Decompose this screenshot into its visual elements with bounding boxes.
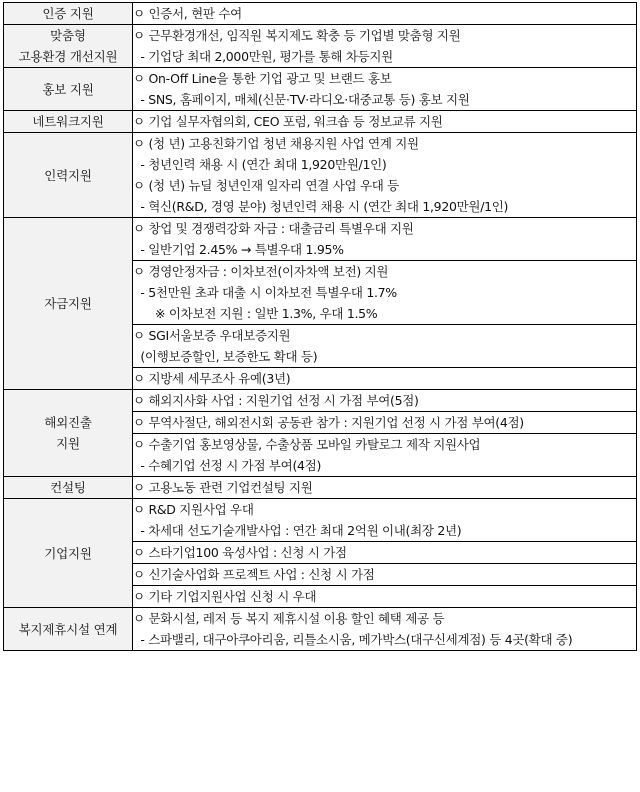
content-line: ㅇ 신기술사업화 프로젝트 사업 : 신청 시 가점 — [133, 567, 375, 582]
content-cell — [133, 25, 637, 68]
category-label: 자금지원 — [44, 296, 92, 311]
category-cell — [4, 3, 133, 25]
content-cell — [133, 390, 637, 412]
category-label: 복지제휴시설 연계 — [18, 621, 118, 637]
table-row — [4, 390, 637, 412]
content-line: - 수혜기업 선정 시 가점 부여(4점) — [133, 458, 322, 473]
category-label: 기업지원 — [44, 545, 92, 561]
content-cell — [133, 477, 637, 499]
table-row — [4, 25, 637, 68]
content-line: ㅇ 해외지사화 사업 : 지원기업 선정 시 가점 부여(5점) — [133, 393, 419, 408]
table-row — [4, 3, 637, 25]
category-cell — [4, 477, 133, 499]
content-line: ㅇ 근무환경개선, 임직원 복지제도 확충 등 기업별 맞춤형 지원 — [133, 28, 461, 43]
content-line: ㅇ 인증서, 현판 수여 — [133, 6, 242, 21]
table-row — [4, 218, 637, 261]
table-row — [4, 111, 637, 133]
content-line: - 혁신(R&D, 경영 분야) 청년인력 채용 시 (연간 최대 1,920만원/1인) — [133, 199, 509, 214]
support-table — [3, 2, 637, 651]
table-body — [4, 3, 637, 651]
content-cell — [133, 218, 637, 261]
category-cell — [4, 111, 133, 133]
content-cell — [133, 412, 637, 434]
content-line: - 일반기업 2.45% → 특별우대 1.95% — [133, 242, 344, 257]
content-line: ㅇ R&D 지원사업 우대 — [133, 502, 254, 517]
content-line: ㅇ 기업 실무자협의회, CEO 포럼, 워크숍 등 정보교류 지원 — [133, 114, 443, 129]
category-label: 해외진출 지원 — [44, 415, 92, 451]
content-line: - 기업당 최대 2,000만원, 평가를 통해 차등지원 — [133, 49, 393, 64]
category-cell — [4, 218, 133, 390]
category-label: 맞춤형 고용환경 개선지원 — [18, 28, 118, 64]
category-cell — [4, 390, 133, 477]
content-cell — [133, 542, 637, 564]
content-line: - 스파밸리, 대구아쿠아리움, 리틀소시움, 메가박스(대구신세계점) 등 4곳(확대 중) — [133, 632, 573, 647]
table-row — [4, 133, 637, 218]
content-cell — [133, 434, 637, 477]
content-line: ㅇ On-Off Line을 통한 기업 광고 및 브랜드 홍보 — [133, 71, 392, 86]
category-cell — [4, 25, 133, 68]
content-line: - 차세대 선도기술개발사업 : 연간 최대 2억원 이내(최장 2년) — [133, 523, 462, 538]
content-line: ㅇ 무역사절단, 해외전시회 공동관 참가 : 지원기업 선정 시 가점 부여(4점) — [133, 415, 524, 430]
category-label: 인증 지원 — [42, 6, 94, 21]
content-cell — [133, 499, 637, 542]
content-line: ※ 이차보전 지원 : 일반 1.3%, 우대 1.5% — [133, 306, 378, 321]
content-line: (이행보증할인, 보증한도 확대 등) — [133, 349, 318, 364]
category-cell — [4, 133, 133, 218]
content-line: - 청년인력 채용 시 (연간 최대 1,920만원/1인) — [133, 157, 387, 172]
content-line: ㅇ 기타 기업지원사업 신청 시 우대 — [133, 589, 317, 604]
category-cell — [4, 499, 133, 608]
content-line: ㅇ 고용노동 관련 기업컨설팅 지원 — [133, 480, 313, 495]
category-cell — [4, 608, 133, 651]
category-label: 홍보 지원 — [42, 81, 94, 97]
content-line: ㅇ 지방세 세무조사 유예(3년) — [133, 371, 291, 386]
content-cell — [133, 261, 637, 325]
content-line: ㅇ (청 년) 고용친화기업 청년 채용지원 사업 연계 지원 — [133, 136, 419, 151]
content-cell — [133, 368, 637, 390]
content-line: ㅇ 스타기업100 육성사업 : 신청 시 가점 — [133, 545, 347, 560]
table-row — [4, 608, 637, 651]
table-row — [4, 68, 637, 111]
content-cell — [133, 608, 637, 651]
content-cell — [133, 586, 637, 608]
content-cell — [133, 3, 637, 25]
content-line: ㅇ 창업 및 경쟁력강화 자금 : 대출금리 특별우대 지원 — [133, 221, 414, 236]
content-cell — [133, 68, 637, 111]
category-label: 네트워크지원 — [32, 114, 104, 129]
content-line: - SNS, 홈페이지, 매체(신문·TV·라디오·대중교통 등) 홍보 지원 — [133, 92, 470, 107]
content-cell — [133, 564, 637, 586]
table-row — [4, 499, 637, 542]
content-cell — [133, 325, 637, 368]
content-cell — [133, 111, 637, 133]
content-cell — [133, 133, 637, 218]
table-row — [4, 477, 637, 499]
category-label: 인력지원 — [44, 167, 92, 183]
content-line: ㅇ SGI서울보증 우대보증지원 — [133, 328, 291, 343]
content-line: ㅇ 수출기업 홍보영상물, 수출상품 모바일 카탈로그 제작 지원사업 — [133, 437, 481, 452]
content-line: ㅇ (청 년) 뉴딜 청년인재 일자리 연결 사업 우대 등 — [133, 178, 399, 193]
content-line: ㅇ 경영안정자금 : 이차보전(이자차액 보전) 지원 — [133, 264, 389, 279]
category-cell — [4, 68, 133, 111]
content-line: ㅇ 문화시설, 레저 등 복지 제휴시설 이용 할인 혜택 제공 등 — [133, 611, 445, 626]
content-line: - 5천만원 초과 대출 시 이차보전 특별우대 1.7% — [133, 285, 397, 300]
category-label: 컨설팅 — [50, 480, 86, 495]
